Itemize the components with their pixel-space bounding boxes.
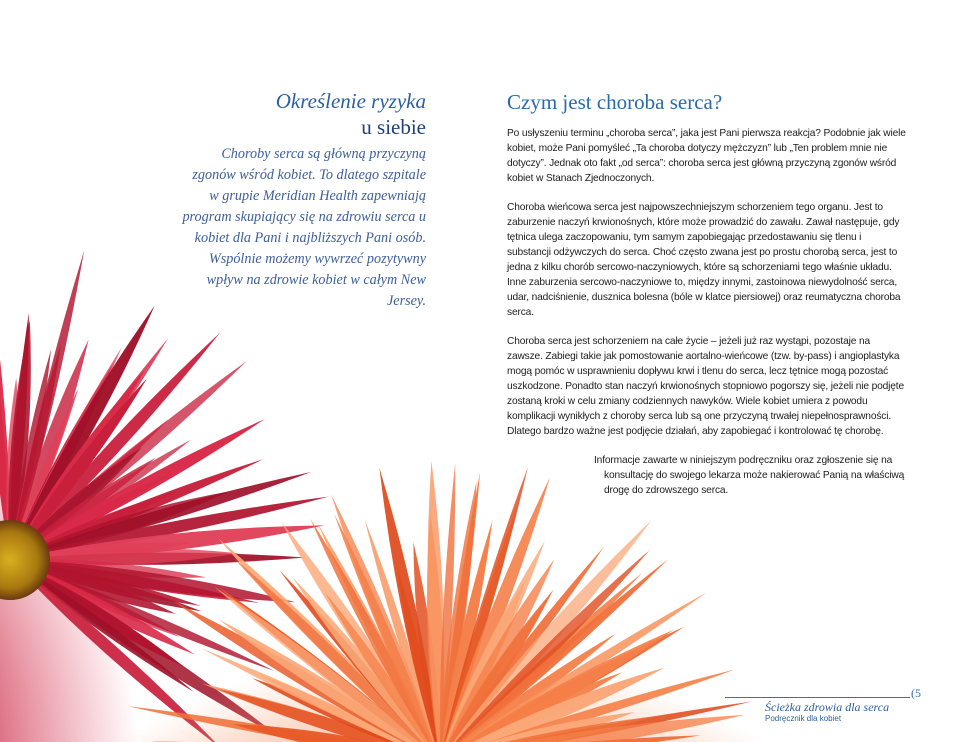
intro-sidebar — [180, 88, 426, 312]
footer-rule — [725, 697, 910, 698]
article-paragraph: Po usłyszeniu terminu „choroba serca”, jaka jest Pani pierwsza reakcja? Podobnie jak wiele kobiet, może Pani pomyśleć „Ta choroba dotyczy mężczyzn” lub „Ten problem mnie nie dotyczy”. Jednak oto fakt „od serca”: choroba serca jest główną przyczyną zgonów wśród kobiet w Stanach Zjednoczonych. — [507, 128, 906, 184]
footer-subtitle: Podręcznik dla kobiet — [765, 714, 842, 723]
main-article — [507, 88, 907, 498]
page-footer — [725, 686, 935, 730]
intro-subtitle: u siebie — [361, 115, 426, 139]
footer-title: Ścieżka zdrowia dla serca — [765, 700, 890, 714]
intro-text: Choroby serca są główną przyczyną zgonów wśród kobiet. To dlatego szpitale w grupie Meridian Health zapewniają program skupiający się na zdrowiu serca u kobiet dla Pani i najbliższych Pani osób. Wspólnie możemy wywrzeć pozytywny wpływ na zdrowie kobiet w całym New Jersey. — [182, 146, 426, 309]
article-note: Informacje zawarte w niniejszym podręczniku oraz zgłoszenie się na konsultację do swojego lekarza może nakierować Panią na właściwą drogę do zdrowszego serca. — [594, 455, 905, 496]
article-paragraph: Choroba serca jest schorzeniem na całe życie – jeżeli już raz wystąpi, pozostaje na zawsze. Zabiegi takie jak pomostowanie aortalno-wieńcowe (tzw. by-pass) i angioplastyka mogą pomóc w usprawnieniu dopływu krwi i tlenu do serca, lecz tętnice mogą pozostać uszkodzone. Ponadto stan naczyń krwionośnych stopniowo pogorszy się, jeżeli nie podjęte zostaną kroki w celu zmiany codziennych nawyków. Wiele kobiet umiera z powodu komplikacji wynikłych z choroby serca lub są one przyczyną trwałej niepełnosprawności. Dlatego bardzo ważne jest podjęcie działań, aby zapobiegać i kontrolować tę chorobę. — [507, 336, 904, 437]
article-paragraph: Choroba wieńcowa serca jest najpowszechniejszym schorzeniem tego organu. Jest to zaburzenie naczyń krwionośnych, które może prowadzić do zawału. Zawał następuje, gdy tętnica ulega zaczopowaniu, tym samym zapobiegając przedostawaniu się tlenu i substancji odżywczych do serca. Choć często zwana jest po prostu chorobą serca, jest to jedna z kilku chorób sercowo-naczyniowych, które są schorzeniami tego właśnie układu. Inne zaburzenia sercowo-naczyniowe to, między innymi, zastoinowa niewydolność serca, udar, nadciśnienie, dusznica bolesna (bóle w klatce piersiowej) oraz reumatyczna choroba serca. — [507, 202, 901, 318]
page-number: (5 — [911, 686, 921, 700]
article-title: Czym jest choroba serca? — [507, 90, 723, 114]
intro-title: Określenie ryzyka — [275, 89, 426, 113]
